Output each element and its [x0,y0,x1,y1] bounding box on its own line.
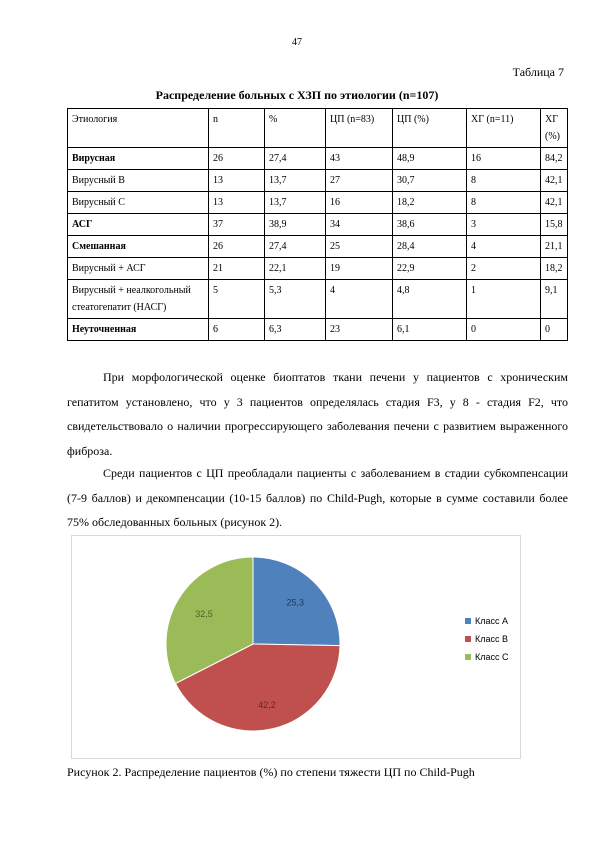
table-cell: 8 [467,170,541,192]
table-cell: 34 [326,214,393,236]
table-cell: 18,2 [541,258,568,280]
table-cell: 0 [541,319,568,341]
table-cell: 27,4 [265,236,326,258]
table-cell: 25 [326,236,393,258]
table-row-label: АСГ [68,214,209,236]
table-cell: 19 [326,258,393,280]
table-cell: 13 [209,192,265,214]
table-title: Распределение больных с ХЗП по этиологии (n=107) [155,88,439,102]
table-row [68,319,568,341]
table-cell: 8 [467,192,541,214]
table-cell: 6,1 [393,319,467,341]
figure-caption: Рисунок 2. Распределение пациентов (%) по степени тяжести ЦП по Child-Pugh [67,765,475,779]
table-label: Таблица 7 [512,65,564,79]
page-number: 47 [292,37,302,48]
table-cell: 13 [209,170,265,192]
table-cell: 30,7 [393,170,467,192]
table-header-cell: Этиология [68,109,209,148]
legend-label: Класс С [475,652,509,662]
table-header-cell: ЦП (%) [393,109,467,148]
table-cell: 22,9 [393,258,467,280]
table-cell: 23 [326,319,393,341]
table-cell: 42,1 [541,170,568,192]
table-cell: 43 [326,148,393,170]
table-header-cell: n [209,109,265,148]
table-cell: 18,2 [393,192,467,214]
table-cell: 21 [209,258,265,280]
table-row-label: Смешанная [68,236,209,258]
legend-label: Класс А [475,616,509,626]
table-row [68,280,568,319]
table-cell: 38,6 [393,214,467,236]
table-cell: 0 [467,319,541,341]
table-row-label: Вирусный В [68,170,209,192]
table-cell: 4 [326,280,393,319]
table-cell: 9,1 [541,280,568,319]
paragraph-morphology [67,365,568,463]
paragraph-morphology-text: При морфологической оценке биоптатов ткани печени у пациентов с хроническим гепатитом установлено, что у 3 пациентов определялась стадия F3, у 8 - стадия F2, что свидетельствовало о наличии прогрессирующего заболевания печени с развитием выраженного фиброза. [67,370,568,458]
etiology-table [67,108,568,341]
table-cell: 4 [467,236,541,258]
table-cell: 4,8 [393,280,467,319]
table-cell: 21,1 [541,236,568,258]
table-cell: 3 [467,214,541,236]
legend-swatch [465,636,471,642]
table-row-label: Вирусная [68,148,209,170]
table-row-label: Неуточненная [68,319,209,341]
table-header-cell: ЦП (n=83) [326,109,393,148]
table-cell: 48,9 [393,148,467,170]
table-row [68,258,568,280]
table-row [68,214,568,236]
table-header-row [68,109,568,148]
table-cell: 42,1 [541,192,568,214]
table-row-label: Вирусный + неалкогольный стеатогепатит (НАСГ) [68,280,209,319]
pie-chart-area [71,535,521,759]
table-cell: 27,4 [265,148,326,170]
legend-swatch [465,618,471,624]
table-row [68,170,568,192]
table-cell: 84,2 [541,148,568,170]
pie-data-label: 32,5 [195,608,213,619]
table-cell: 15,8 [541,214,568,236]
table-cell: 13,7 [265,170,326,192]
table-cell: 26 [209,236,265,258]
table-cell: 13,7 [265,192,326,214]
table-cell: 26 [209,148,265,170]
table-cell: 28,4 [393,236,467,258]
table-row [68,236,568,258]
table-cell: 27 [326,170,393,192]
legend-swatch [465,654,471,660]
pie-data-label: 42,2 [258,700,276,711]
table-row-label: Вирусный + АСГ [68,258,209,280]
table-cell: 38,9 [265,214,326,236]
table-cell: 6 [209,319,265,341]
pie-data-label: 25,3 [286,597,304,608]
table-header-cell: ХГ (n=11) [467,109,541,148]
table-cell: 5,3 [265,280,326,319]
paragraph-child-pugh [67,461,568,535]
table-cell: 16 [326,192,393,214]
table-cell: 1 [467,280,541,319]
table-header-cell: % [265,109,326,148]
pie-chart [72,536,520,758]
table-cell: 6,3 [265,319,326,341]
legend-label: Класс В [475,634,509,644]
table-row [68,148,568,170]
table-cell: 16 [467,148,541,170]
table-cell: 5 [209,280,265,319]
paragraph-child-pugh-text: Среди пациентов с ЦП преобладали пациенты с заболеванием в стадии субкомпенсации (7-9 баллов) и декомпенсации (10-15 баллов) по Child-Pugh, которые в сумме составили более 75% обследованных больных (рисунок 2). [67,466,568,529]
table-row-label: Вирусный С [68,192,209,214]
table-cell: 2 [467,258,541,280]
table-row [68,192,568,214]
table-cell: 22,1 [265,258,326,280]
table-cell: 37 [209,214,265,236]
table-header-cell: ХГ (%) [541,109,568,148]
